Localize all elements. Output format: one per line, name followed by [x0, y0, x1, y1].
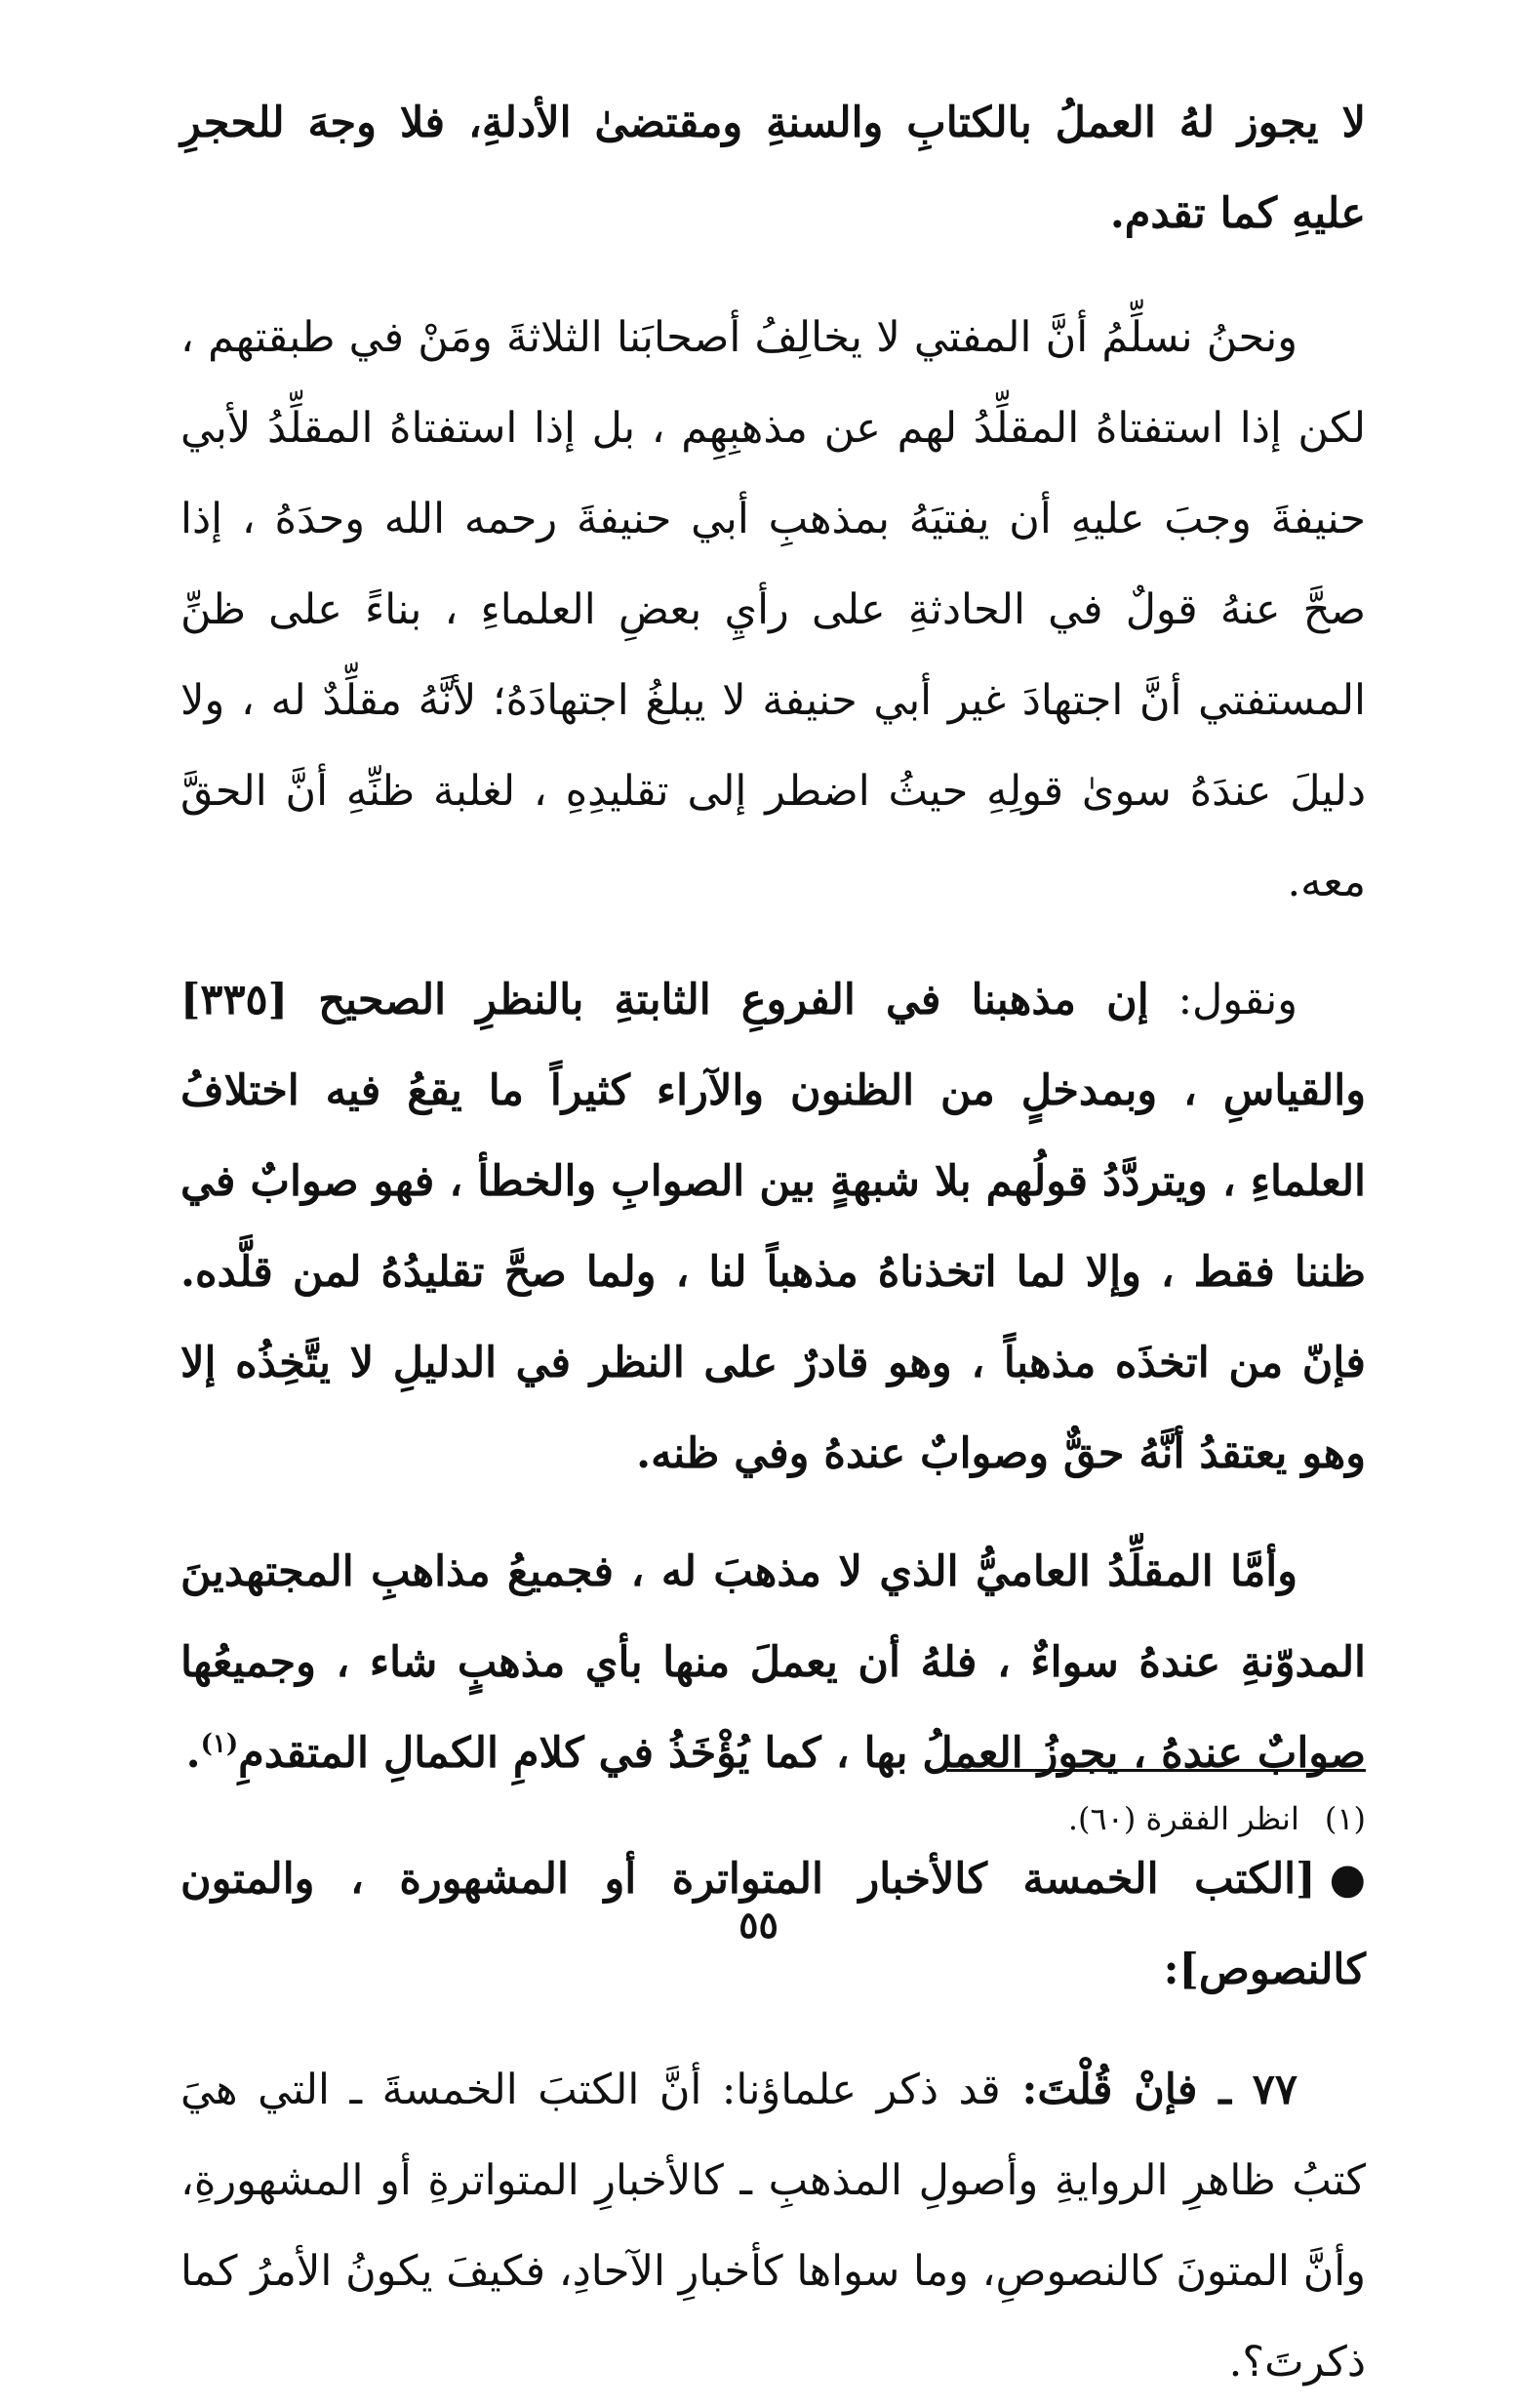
paragraph-continuation	[180, 78, 1366, 260]
footnote-divider	[946, 1769, 1366, 1772]
paragraph-text: لا يجوز لهُ العملُ بالكتابِ والسنةِ ومقتضىٰ الأدلةِ، فلا وجهَ للحجرِ عليهِ كما تقدم.	[180, 99, 1366, 238]
footnote	[1068, 1797, 1366, 1840]
paragraph-madhhab	[180, 955, 1366, 1500]
bullet-icon: ●	[1329, 1855, 1366, 1904]
paragraph-text: وأمَّا المقلِّدُ العاميُّ الذي لا مذهبَ له ، فجميعُ مذاهبِ المجتهدينَ المدوّنةِ عندهُ سواءٌ ، فلهُ أن يعملَ منها بأي مذهبٍ شاء ، وجميعُها صوابٌ عندهُ ، يجوزُ العملُ بها ، كما يُؤْخَذُ في كلامِ الكمالِ المتقدمِ	[180, 1547, 1366, 1778]
paragraph-text: قد ذكر علماؤنا: أنَّ الكتبَ الخمسةَ ـ التي هيَ كتبُ ظاهرِ الروايةِ وأصولِ المذهبِ ـ كالأخبارِ المتواترةِ أو المشهورةِ، وأنَّ المتونَ كالنصوصِ، وما سواها كأخبارِ الآحادِ، فكيفَ يكونُ الأمرُ كما ذكرتَ؟.	[180, 2066, 1366, 2387]
paragraph-text: إن مذهبنا في الفروعِ الثابتةِ بالنظرِ الصحيح [٣٣٥] والقياسِ ، وبمدخلٍ من الظنون والآراء كثيراً ما يقعُ فيه اختلافُ العلماءِ ، ويتردَّدُ قولُهم بلا شبهةٍ بين الصوابِ والخطأ ، فهو صوابٌ في ظننا فقط ، وإلا لما اتخذناهُ مذهباً لنا ، ولما صحَّ تقليدُهُ لمن قلَّده. فإنّ من اتخذَه مذهباً ، وهو قادرٌ على النظر في الدليلِ لا يتَّخِذُه إلا وهو يعتقدُ أنَّهُ حقٌّ وصوابٌ عندهُ وفي ظنه.	[180, 976, 1366, 1478]
paragraph-mufti	[180, 293, 1366, 928]
paragraph-lead: ٧٧ ـ فإنْ قُلْتَ:	[1000, 2066, 1297, 2114]
paragraph-text: ونحنُ نسلِّمُ أنَّ المفتي لا يخالِفُ أصحابَنا الثلاثةَ ومَنْ في طبقتهم ، لكن إذا استفتاهُ المقلِّدُ لهم عن مذهبِهِم ، بل إذا استفتاهُ المقلِّدُ لأبي حنيفةَ وجبَ عليهِ أن يفتيَهُ بمذهبِ أبي حنيفةَ رحمه الله وحدَهُ ، إذا صحَّ عنهُ قولٌ في الحادثةِ على رأيِ بعضِ العلماءِ ، بناءً على ظنِّ المستفتي أنَّ اجتهادَ غير أبي حنيفة لا يبلغُ اجتهادَهُ؛ لأنَّهُ مقلِّدٌ له ، ولا دليلَ عندَهُ سوىٰ قولِهِ حيثُ اضطر إلى تقليدِهِ ، لغلبة ظنِّهِ أنَّ الحقَّ معه.	[180, 313, 1366, 906]
footnote-reference[interactable]: (١)	[200, 1729, 239, 1759]
footnote-number: (١)	[1324, 1800, 1366, 1837]
heading-text: [الكتب الخمسة كالأخبار المتواترة أو المشهورة ، والمتون كالنصوص]:	[180, 1855, 1366, 1994]
paragraph-question-77	[180, 2045, 1366, 2408]
paragraph-end: .	[185, 1729, 201, 1778]
paragraph-muqallid	[180, 1527, 1366, 1799]
paragraph-lead: ونقول:	[1148, 976, 1297, 1024]
page-number: ٥٥	[739, 1903, 778, 1946]
footnote-text: انظر الفقرة (٦٠).	[1067, 1800, 1299, 1837]
page-body	[180, 78, 1366, 2408]
